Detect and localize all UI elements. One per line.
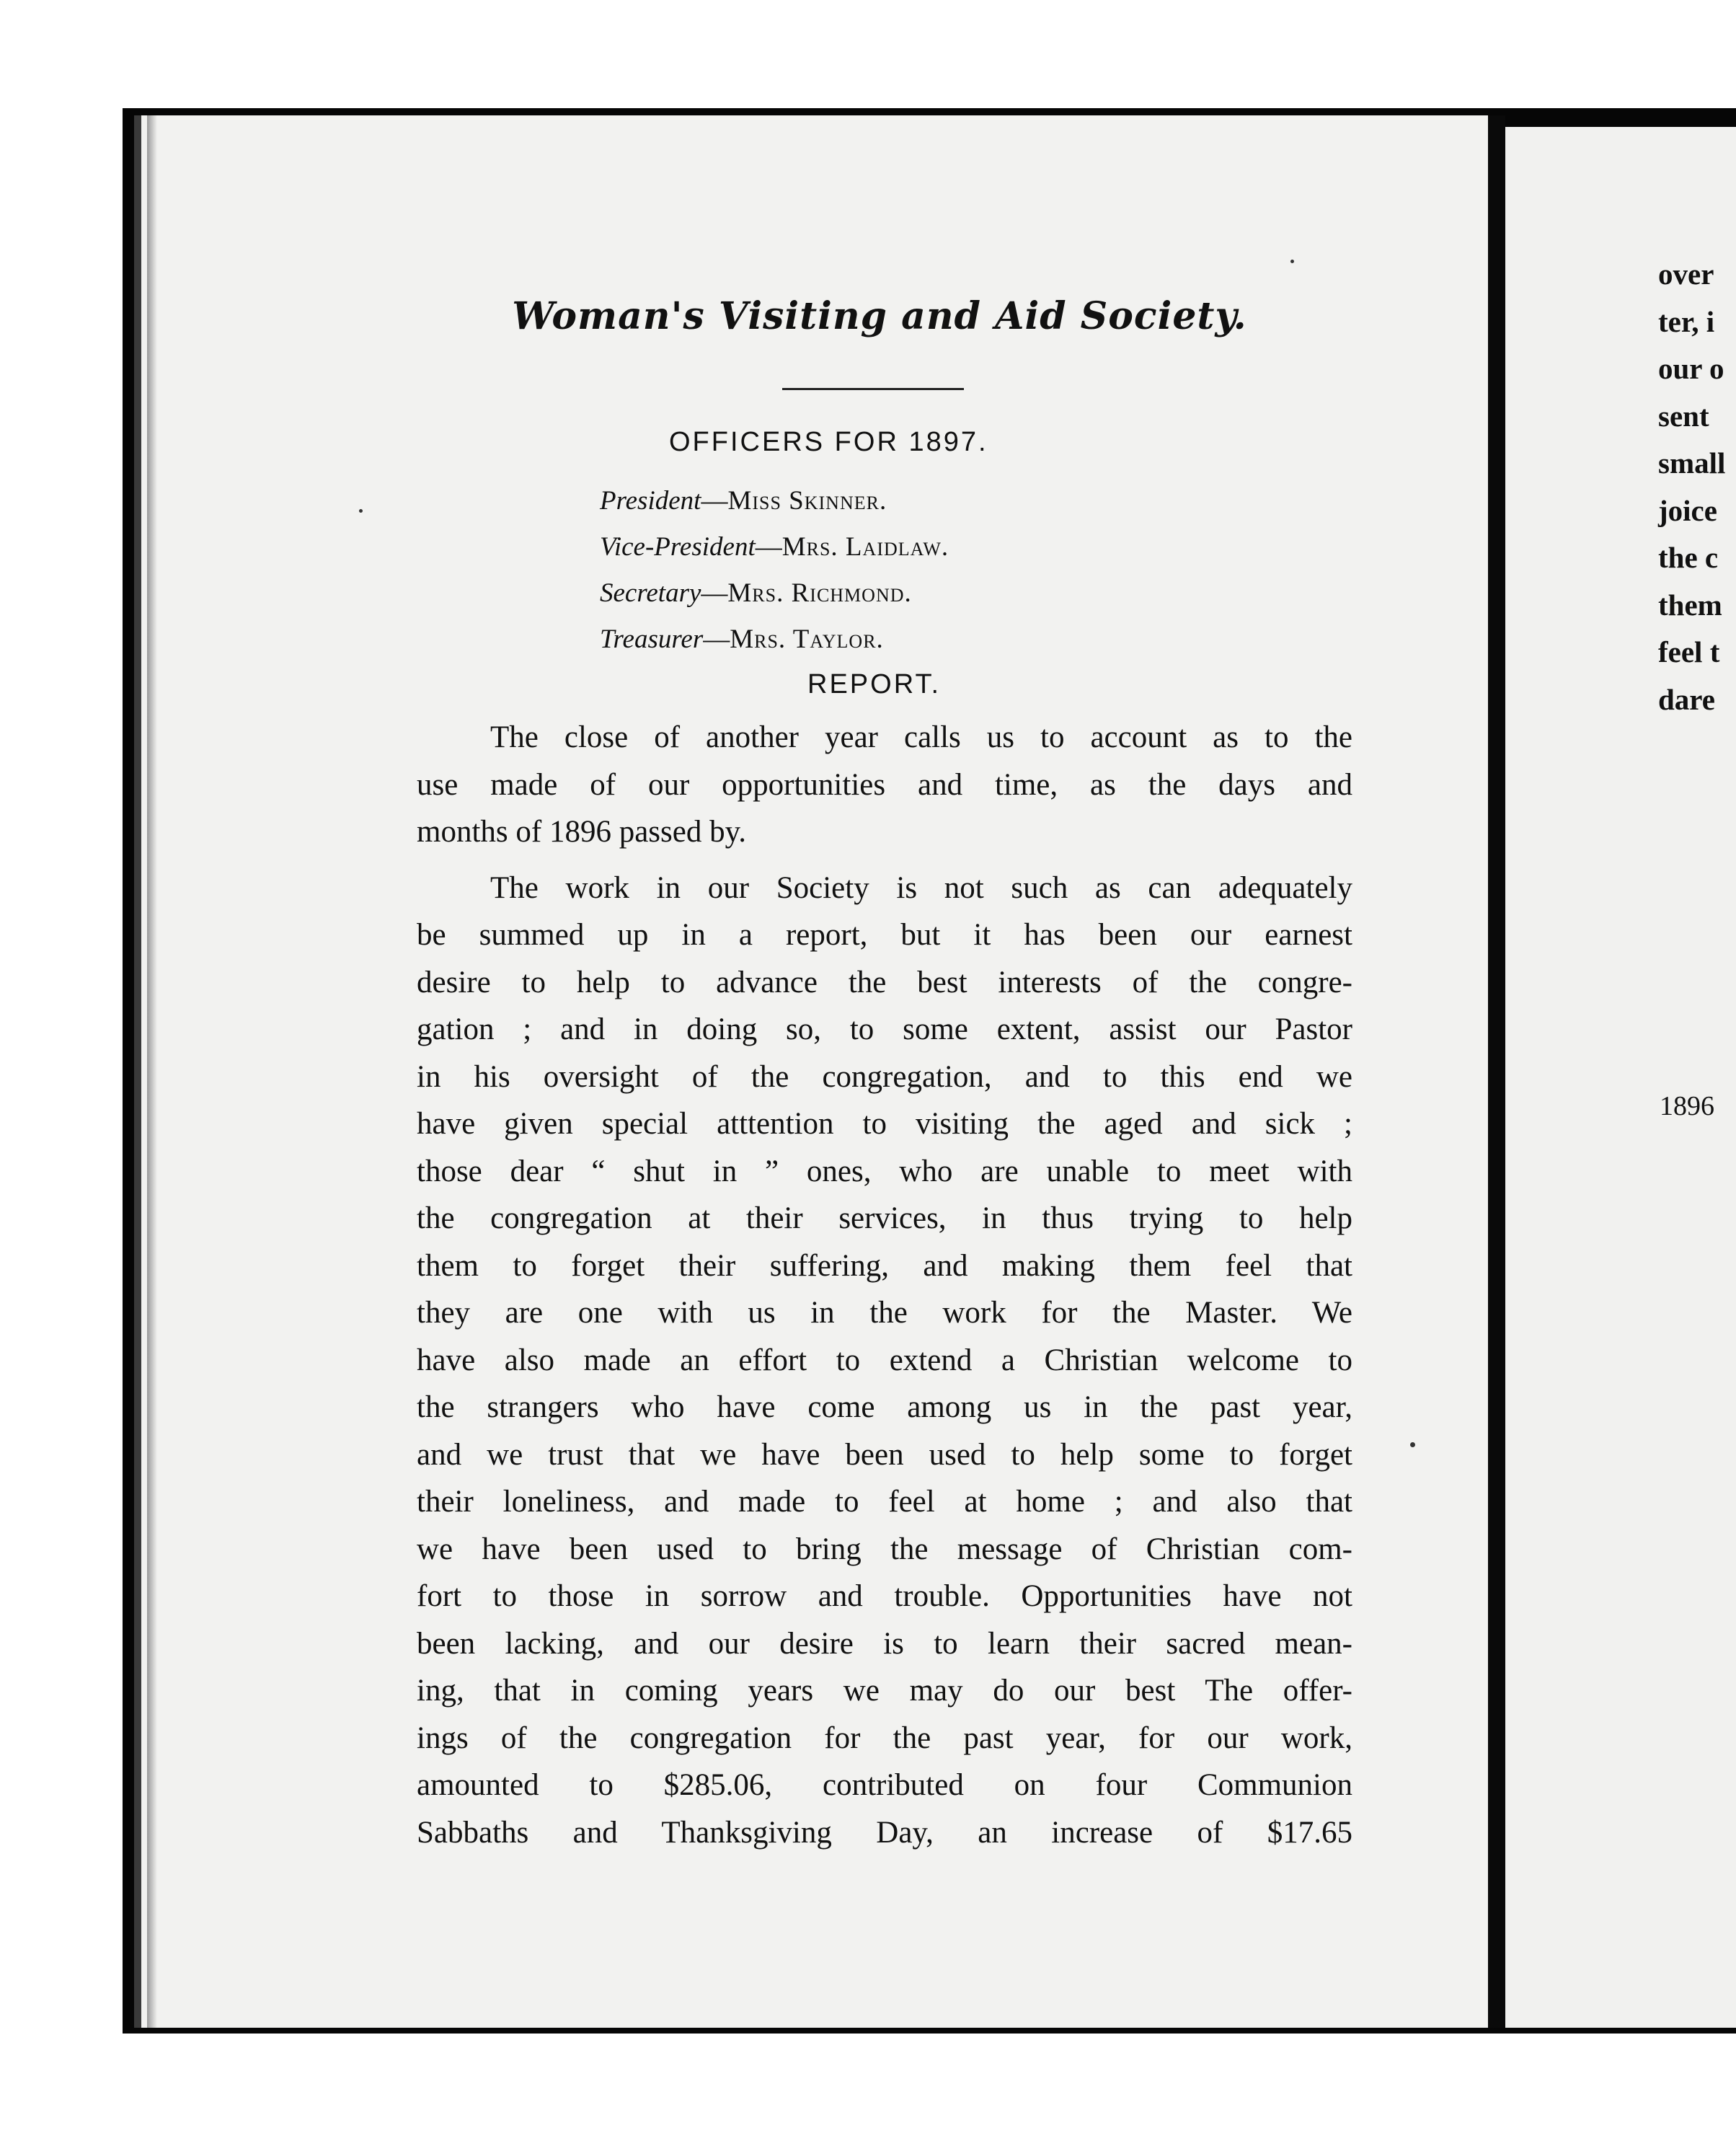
text-fragment: dare: [1658, 682, 1715, 716]
text-fragment: over: [1658, 257, 1714, 291]
text-line: we have been used to bring the message of Christian com-: [417, 1532, 1352, 1566]
title-divider: [782, 388, 964, 390]
officers-list: [600, 478, 1162, 663]
report-body: [417, 714, 1352, 1856]
officer-name: Mrs. Laidlaw.: [781, 532, 949, 562]
text-fragment: feel t: [1658, 635, 1720, 668]
officer-role: President: [600, 486, 701, 516]
text-fragment: them: [1658, 588, 1722, 622]
paper-speck: [359, 509, 363, 513]
right-page-text: [1658, 251, 1736, 723]
text-line: been lacking, and our desire is to learn their sacred mean-: [417, 1626, 1352, 1661]
text-line: them to forget their suffering, and making them feel that: [417, 1248, 1352, 1283]
text-fragment: small: [1658, 446, 1726, 480]
paper-speck: [1290, 260, 1294, 263]
officer-role: Vice-President: [600, 532, 756, 562]
text-line: fort to those in sorrow and trouble. Opportunities have not: [417, 1579, 1352, 1613]
text-fragment: our o: [1658, 352, 1724, 385]
text-fragment: sent: [1658, 399, 1709, 433]
report-heading: REPORT.: [807, 669, 942, 699]
text-line: have given special atttention to visiting the aged and sick ;: [417, 1107, 1352, 1141]
officer-name: Miss Skinner.: [727, 486, 887, 516]
text-line: amounted to $285.06, contributed on four Communion: [417, 1768, 1352, 1802]
text-line: they are one with us in the work for the Master. We: [417, 1296, 1352, 1330]
officer-treasurer: Treasurer—Mrs. Taylor.: [600, 624, 884, 654]
right-page-year: 1896: [1660, 1091, 1714, 1121]
officer-role: Secretary: [600, 578, 701, 608]
text-line: ing, that in coming years we may do our best The offer-: [417, 1674, 1352, 1708]
text-line: the congregation at their services, in thus trying to help: [417, 1201, 1352, 1235]
officer-name: Mrs. Taylor.: [730, 624, 884, 654]
paragraph-gap: [417, 856, 1352, 865]
text-line: those dear “ shut in ” ones, who are unable to meet with: [417, 1154, 1352, 1188]
page-title: Woman's Visiting and Aid Society.: [512, 294, 1247, 338]
text-line: in his oversight of the congregation, and to this end we: [417, 1059, 1352, 1094]
text-line: be summed up in a report, but it has been our earnest: [417, 918, 1352, 952]
officer-name: Mrs. Richmond.: [727, 578, 912, 608]
text-fragment: the c: [1658, 541, 1719, 574]
text-line: gation ; and in doing so, to some extent, assist our Pastor: [417, 1012, 1352, 1046]
paper-speck: [1410, 1442, 1415, 1447]
text-line: Sabbaths and Thanksgiving Day, an increase of $17.65: [417, 1815, 1352, 1850]
text-line: months of 1896 passed by.: [417, 815, 747, 849]
text-fragment: joice: [1658, 493, 1717, 527]
officers-heading: OFFICERS FOR 1897.: [669, 427, 988, 457]
text-line: ings of the congregation for the past year, for our work,: [417, 1721, 1352, 1755]
text-line: their loneliness, and made to feel at home ; and also that: [417, 1485, 1352, 1519]
text-line: use made of our opportunities and time, as the days and: [417, 767, 1352, 802]
text-line: and we trust that we have been used to help some to forget: [417, 1437, 1352, 1472]
text-line: the strangers who have come among us in the past year,: [417, 1390, 1352, 1424]
officer-secretary: Secretary—Mrs. Richmond.: [600, 578, 912, 608]
officer-president: President—Miss Skinner.: [600, 486, 887, 516]
text-fragment: ter, i: [1658, 304, 1715, 338]
book-gutter: [1488, 115, 1505, 2028]
text-line: The close of another year calls us to account as to the: [490, 720, 1352, 754]
officer-role: Treasurer: [600, 624, 704, 654]
text-line: The work in our Society is not such as can adequately: [490, 870, 1352, 905]
text-line: desire to help to advance the best interests of the congre-: [417, 965, 1352, 999]
officer-vice-president: Vice-President—Mrs. Laidlaw.: [600, 532, 949, 562]
text-line: have also made an effort to extend a Christian welcome to: [417, 1343, 1352, 1377]
